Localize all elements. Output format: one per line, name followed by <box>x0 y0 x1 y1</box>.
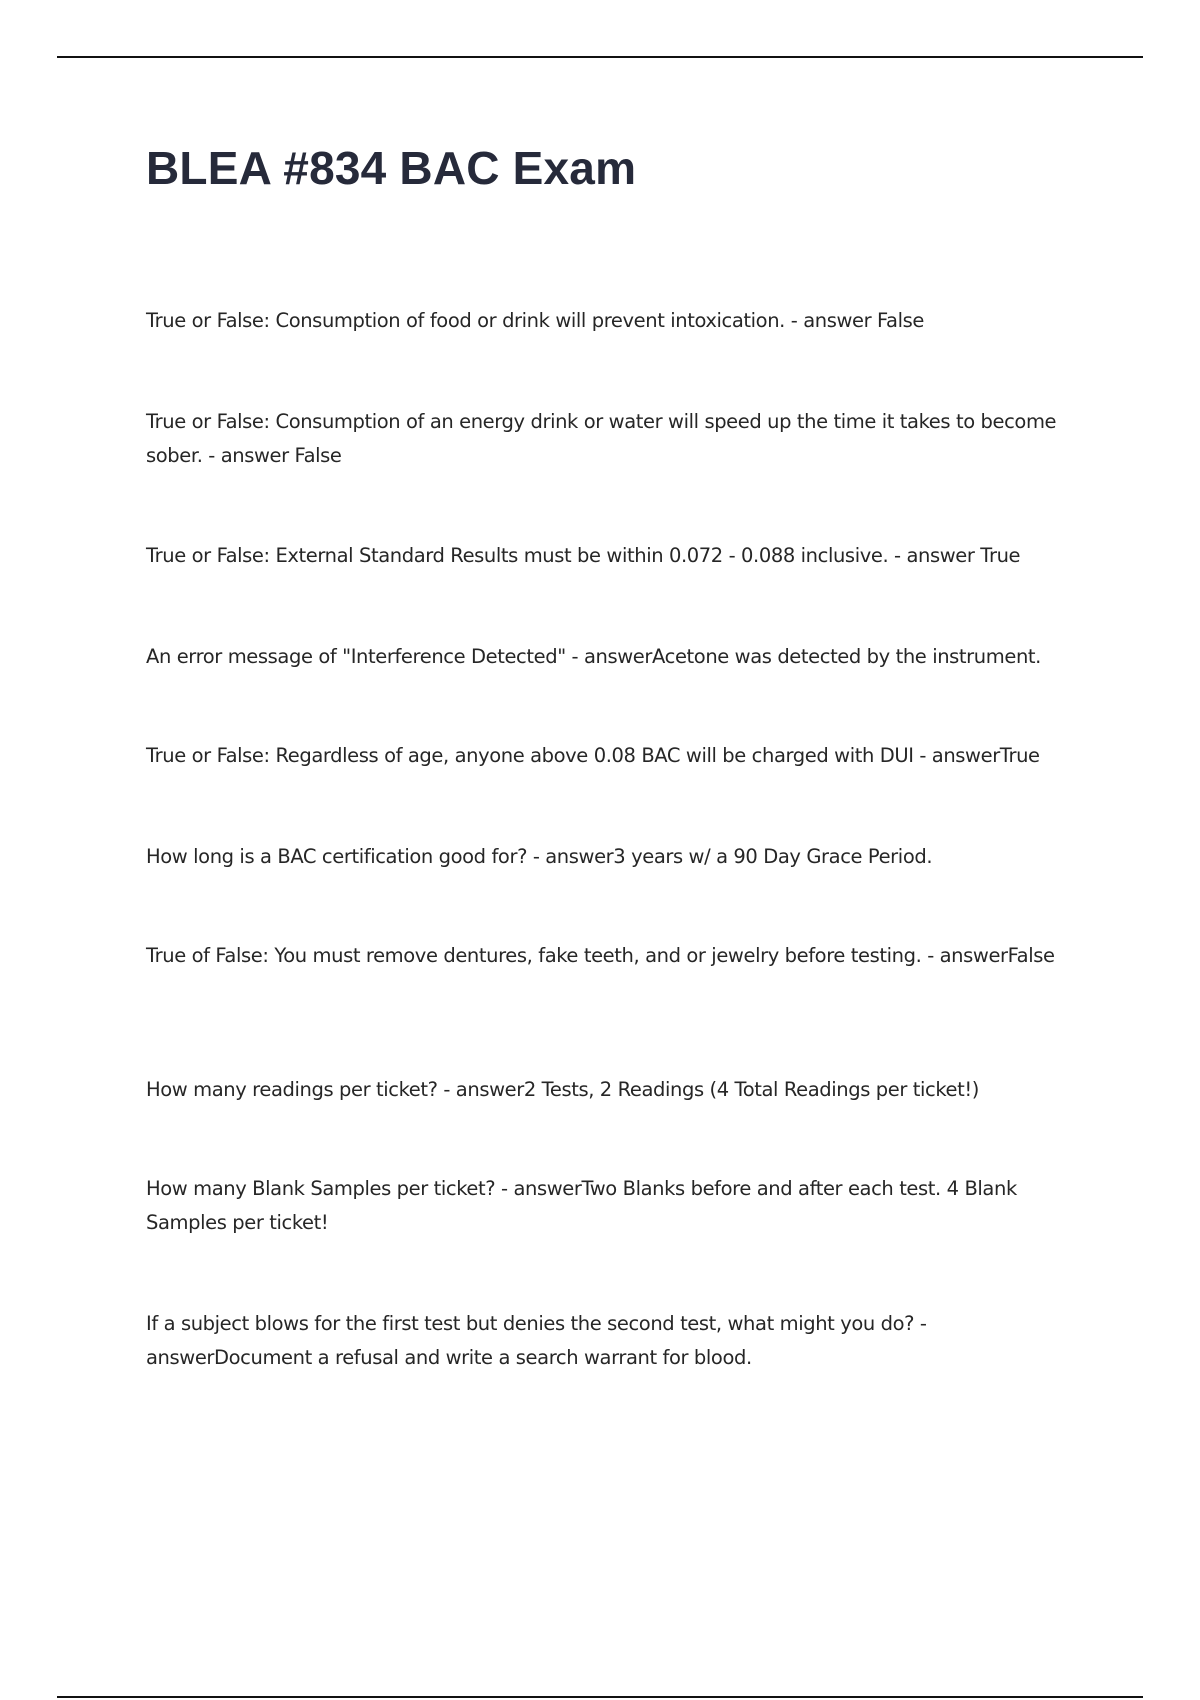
qa-item-2: True or False: Consumption of an energy drink or water will speed up the time it takes to become sober. - answer False <box>146 410 1057 467</box>
qa-item-1: True or False: Consumption of food or drink will prevent intoxication. - answer False <box>146 309 924 332</box>
qa-item-10: If a subject blows for the first test but denies the second test, what might you do? - answerDocument a refusal and write a search warrant for blood. <box>146 1312 927 1369</box>
top-divider <box>57 56 1143 58</box>
qa-item-7: True of False: You must remove dentures, fake teeth, and or jewelry before testing. - answerFalse <box>146 944 1055 967</box>
bottom-divider <box>57 1696 1143 1698</box>
qa-item-6: How long is a BAC certification good for? - answer3 years w/ a 90 Day Grace Period. <box>146 845 933 868</box>
qa-item-4: An error message of "Interference Detected" - answerAcetone was detected by the instrument. <box>146 645 1041 668</box>
page-title: BLEA #834 BAC Exam <box>146 142 637 194</box>
qa-item-8: How many readings per ticket? - answer2 Tests, 2 Readings (4 Total Readings per ticket!) <box>146 1078 980 1101</box>
qa-item-3: True or False: External Standard Results must be within 0.072 - 0.088 inclusive. - answer True <box>146 544 1021 567</box>
qa-item-5: True or False: Regardless of age, anyone above 0.08 BAC will be charged with DUI - answerTrue <box>146 744 1040 767</box>
qa-item-9: How many Blank Samples per ticket? - answerTwo Blanks before and after each test. 4 Blank Samples per ticket! <box>146 1177 1017 1234</box>
